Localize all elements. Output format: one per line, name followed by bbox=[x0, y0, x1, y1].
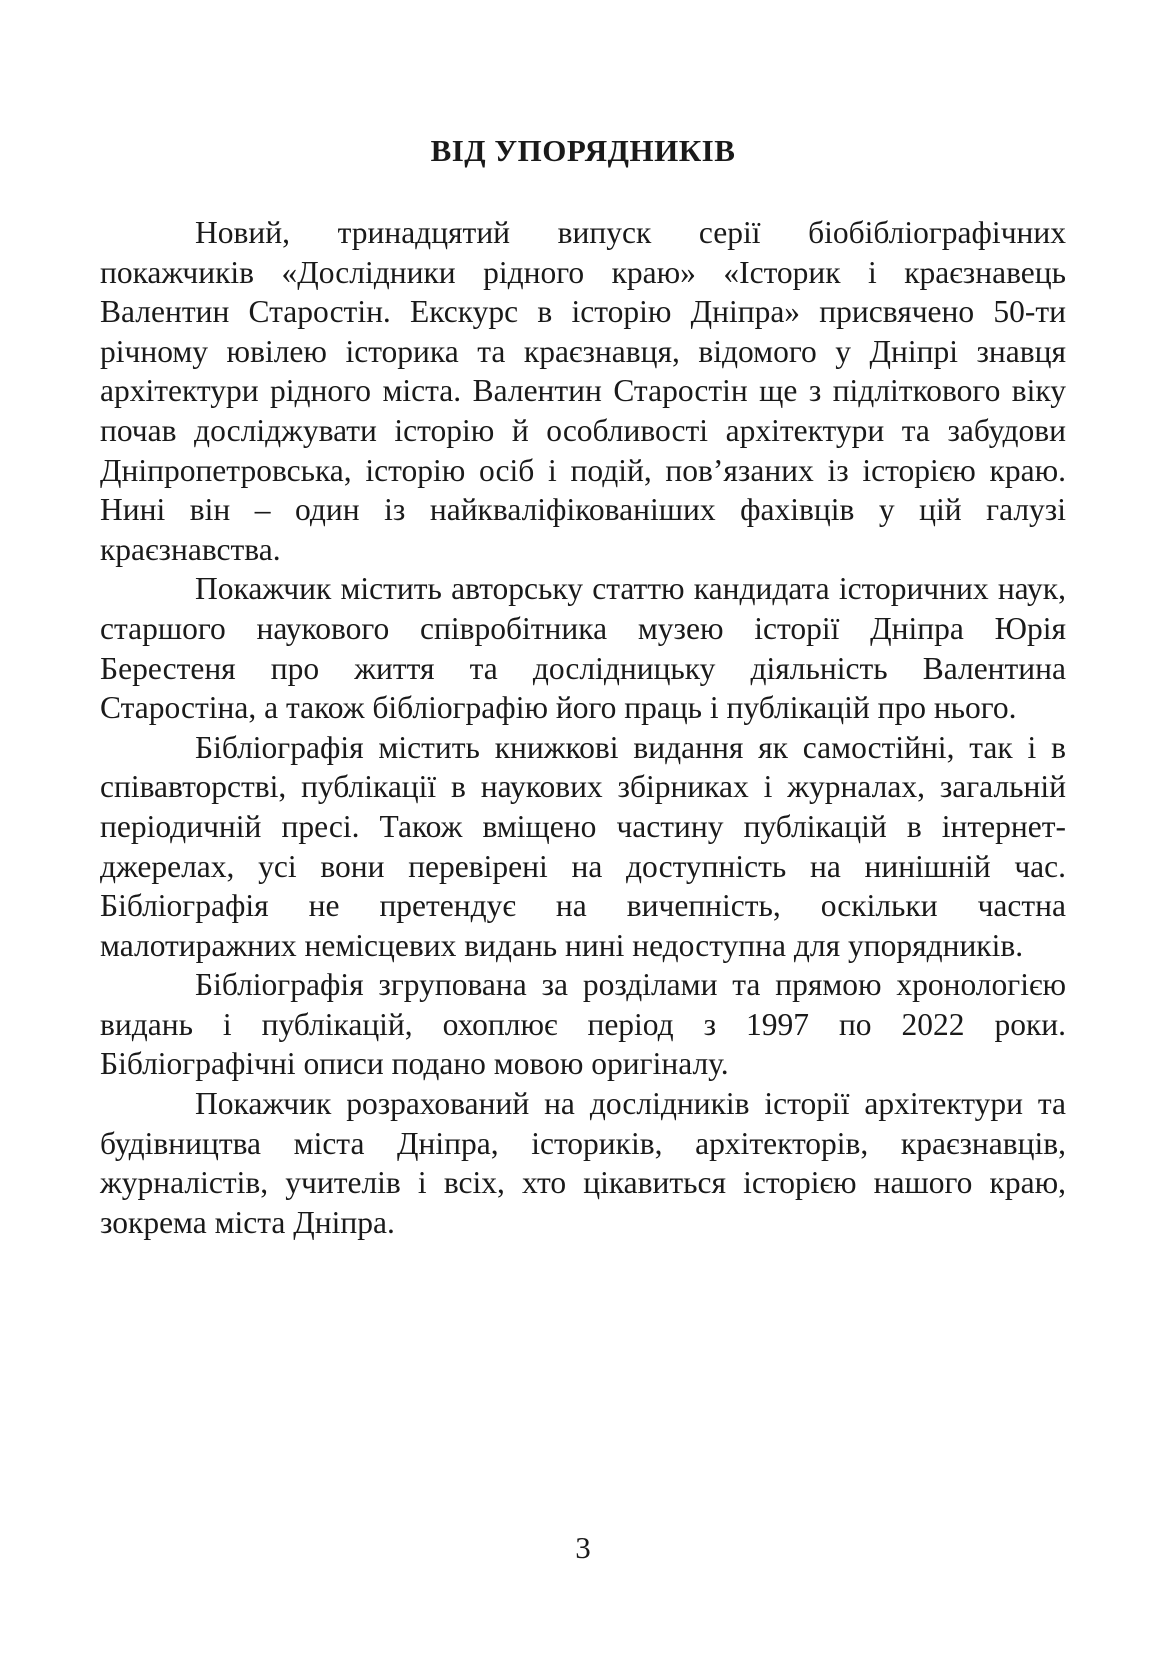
paragraph-5: Покажчик розрахований на дослідників історії архітектури та будівництва міста Дніпра, істориків, архітекторів, краєзнавців, журналістів, учителів і всіх, хто цікавиться історією нашого краю, зокрема міста Дніпра. bbox=[100, 1086, 1066, 1240]
paragraph-2: Покажчик містить авторську статтю кандидата історичних наук, старшого наукового співробітника музею історії Дніпра Юрія Берестеня про життя та дослідницьку діяльність Валентина Старостіна, а також бібліографію його праць і публікацій про нього. bbox=[100, 571, 1066, 726]
page-title: ВІД УПОРЯДНИКІВ bbox=[430, 133, 736, 168]
paragraph-3: Бібліографія містить книжкові видання як самостійні, так і в співавторстві, публікації в наукових збірниках і журналах, загальній періодичній пресі. Також вміщено частину публікацій в інтернет-джерелах, усі вони перевірені на доступність на нинішній час. Бібліографія не претендує на вичепність, оскільки частна малотиражних немісцевих видань нині недоступна для упорядників. bbox=[100, 729, 1066, 963]
paragraph-4: Бібліографія згрупована за розділами та прямою хронологією видань і публікацій, охоплює період з 1997 по 2022 роки. Бібліографічні описи подано мовою оригіналу. bbox=[100, 967, 1066, 1082]
body-text bbox=[100, 213, 1066, 1242]
page-number: 3 bbox=[575, 1530, 591, 1565]
paragraph-1: Новий, тринадцятий випуск серії біобібліографічних покажчиків «Дослідники рідного краю» «Історик і краєзнавець Валентин Старостін. Екскурс в історію Дніпра» присвячено 50-ти річному ювілею історика та краєзнавця, відомого у Дніпрі знавця архітектури рідного міста. Валентин Старостін ще з підліткового віку почав досліджувати історію й особливості архітектури та забудови Дніпропетровська, історію осіб і подій, пов’язаних із історією краю. Нині він – один із найкваліфікованіших фахівців у цій галузі краєзнавства. bbox=[100, 215, 1066, 567]
